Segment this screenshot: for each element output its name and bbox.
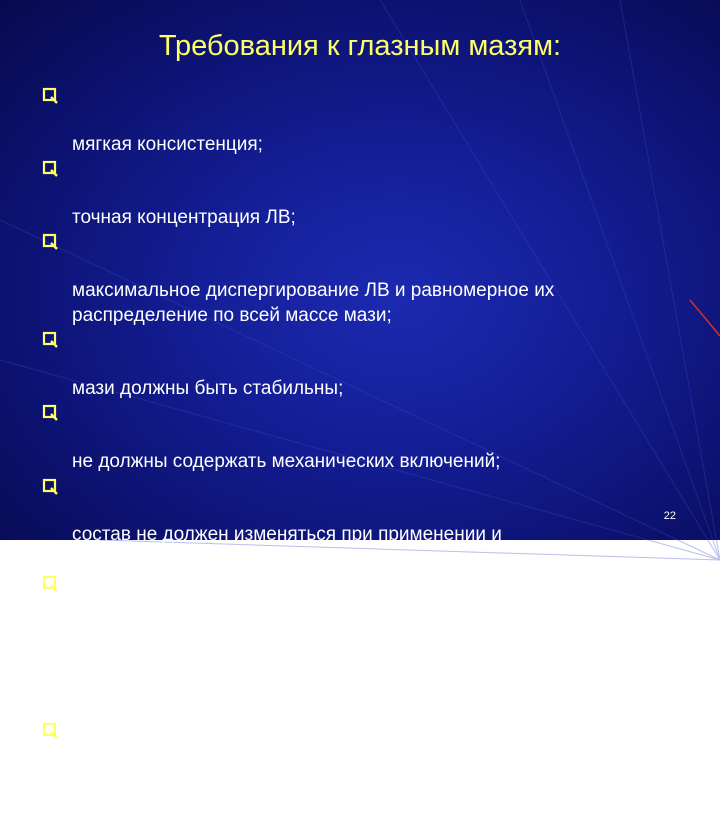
checkbox-q-bullet-icon bbox=[43, 161, 58, 177]
list-item bbox=[36, 572, 656, 718]
page-number: 22 bbox=[663, 510, 676, 522]
checkbox-q-bullet-icon bbox=[43, 88, 58, 104]
list-item bbox=[36, 475, 656, 573]
bullet-text: мази должны быть стабильны; bbox=[72, 377, 344, 399]
list-item bbox=[36, 328, 656, 401]
checkbox-q-bullet-icon bbox=[43, 405, 58, 421]
checkbox-q-bullet-icon bbox=[43, 576, 58, 592]
list-item bbox=[36, 84, 656, 157]
bullet-text: точная концентрация ЛВ; bbox=[72, 207, 296, 229]
bullet-list bbox=[36, 84, 656, 816]
slide-title: Требования к глазным мазям: bbox=[158, 30, 562, 62]
checkbox-q-bullet-icon bbox=[43, 234, 58, 250]
list-item bbox=[36, 157, 656, 230]
checkbox-q-bullet-icon bbox=[43, 723, 58, 739]
bullet-text: глазные мази необходимо готовить с соблюдением условий асептики. bbox=[72, 768, 526, 814]
accent-line bbox=[690, 300, 720, 336]
checkbox-q-bullet-icon bbox=[43, 479, 58, 495]
bullet-text: максимальное диспергирование ЛВ и равномерное их распределение по всей массе мази; bbox=[72, 280, 555, 326]
bullet-text: мазевая основа не должна содержать каких-либо посторонних примесей, должна быть нейтральной, стерильной, равномерно распределяться по слизистой оболочке глаза bbox=[72, 621, 562, 717]
list-item bbox=[36, 230, 656, 328]
bullet-text: не должны содержать механических включений; bbox=[72, 451, 501, 473]
checkbox-q-bullet-icon bbox=[43, 332, 58, 348]
bullet-text: мягкая консистенция; bbox=[72, 133, 263, 155]
bullet-text: состав не должен изменяться при применении и хранении; bbox=[72, 524, 502, 570]
list-item bbox=[36, 401, 656, 474]
list-item bbox=[36, 719, 656, 816]
